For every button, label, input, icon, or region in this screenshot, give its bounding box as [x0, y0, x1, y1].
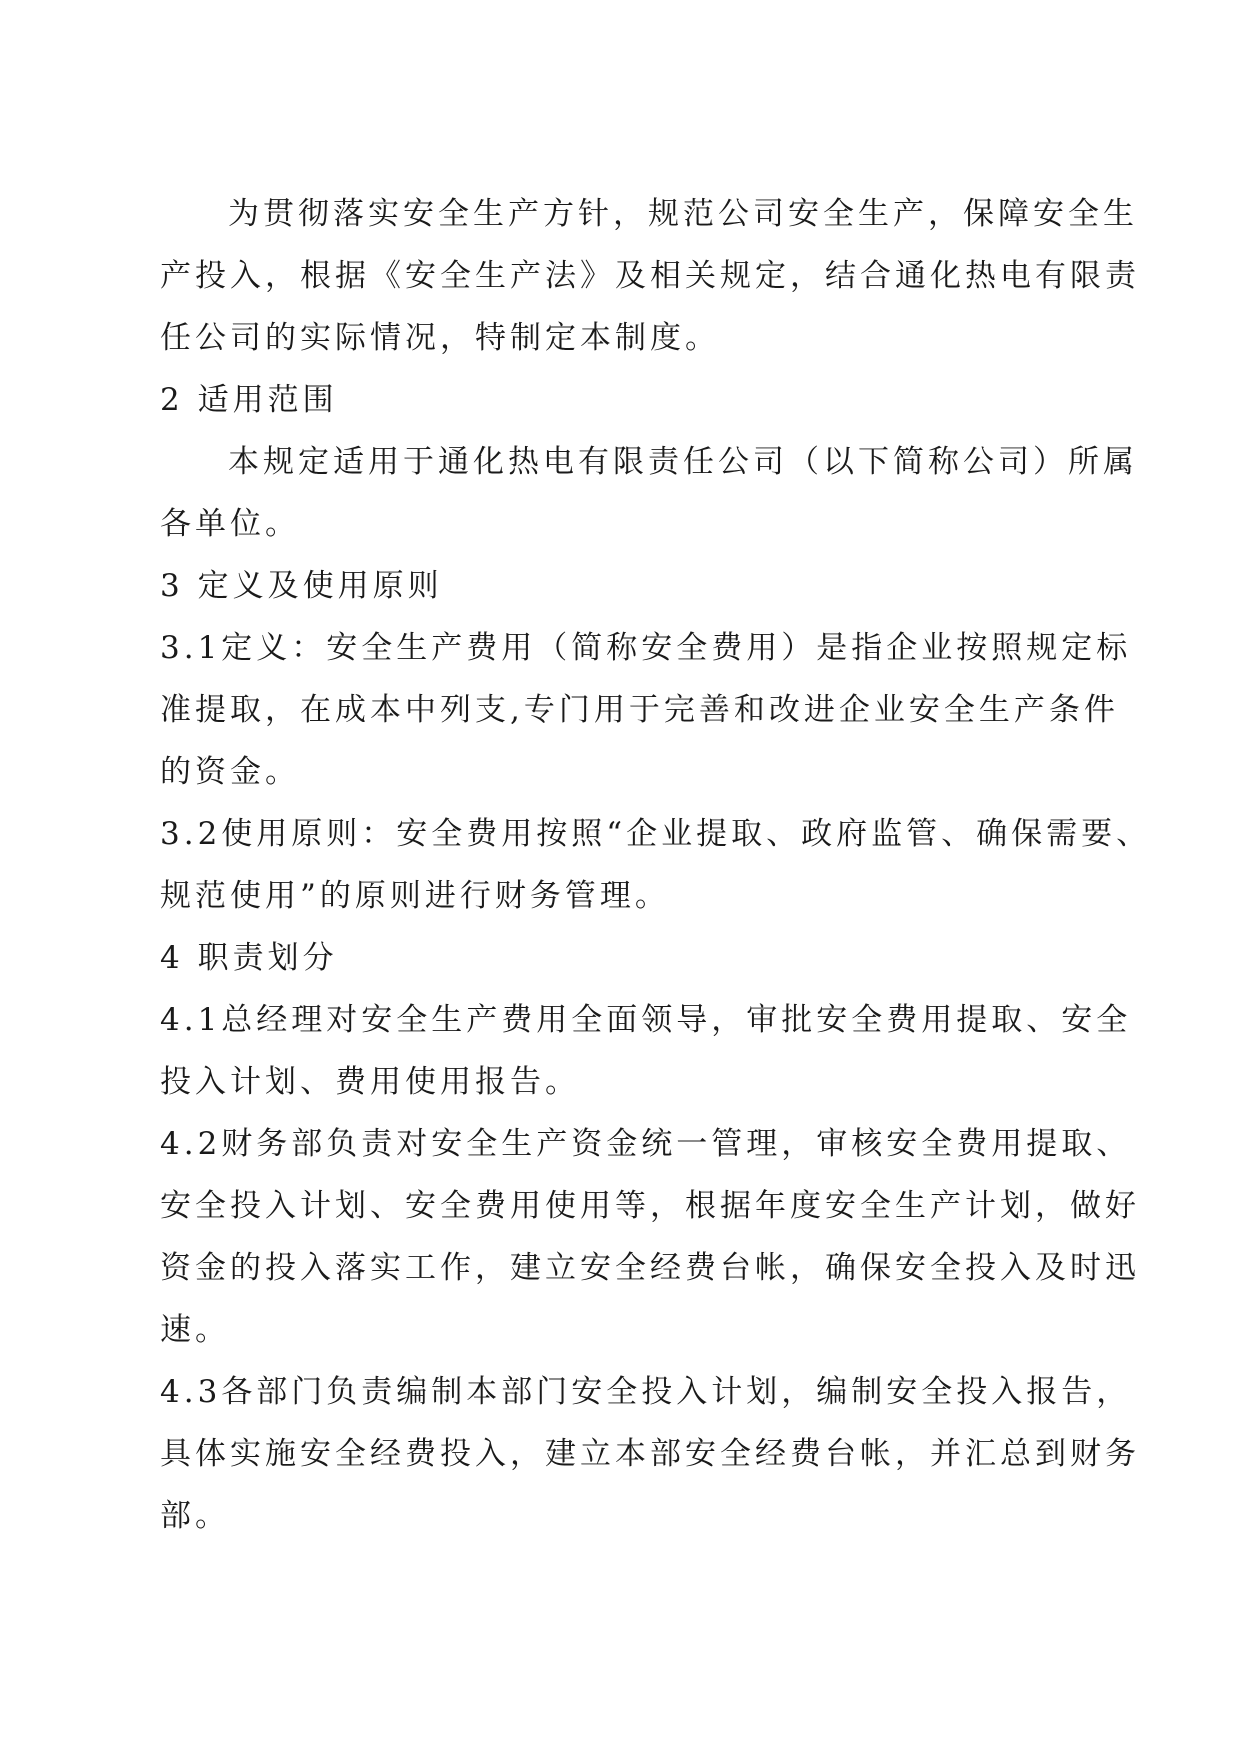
paragraph-line: 各单位。 — [160, 506, 300, 542]
paragraph-line: 产投入，根据《安全生产法》及相关规定，结合通化热电有限责 — [160, 258, 1140, 294]
paragraph-line: 具体实施安全经费投入，建立本部安全经费台帐，并汇总到财务 — [160, 1436, 1140, 1472]
paragraph-line: 安全投入计划、安全费用使用等，根据年度安全生产计划，做好 — [160, 1188, 1140, 1224]
paragraph-line: 4.2财务部负责对安全生产资金统一管理，审核安全费用提取、 — [160, 1126, 1132, 1162]
paragraph-line: 3.2使用原则：安全费用按照“企业提取、政府监管、确保需要、 — [160, 816, 1152, 852]
paragraph-line: 本规定适用于通化热电有限责任公司（以下简称公司）所属 — [228, 444, 1138, 480]
paragraph-line: 3.1定义：安全生产费用（简称安全费用）是指企业按照规定标 — [160, 630, 1132, 666]
paragraph-line: 资金的投入落实工作，建立安全经费台帐，确保安全投入及时迅 — [160, 1250, 1140, 1286]
section-heading-scope: 2 适用范围 — [160, 382, 338, 418]
paragraph-line: 4.1总经理对安全生产费用全面领导，审批安全费用提取、安全 — [160, 1002, 1132, 1038]
paragraph-line: 4.3各部门负责编制本部门安全投入计划，编制安全投入报告， — [160, 1374, 1132, 1410]
section-heading-responsibilities: 4 职责划分 — [160, 940, 338, 976]
paragraph-line: 规范使用”的原则进行财务管理。 — [160, 878, 670, 914]
paragraph-line: 部。 — [160, 1498, 230, 1534]
paragraph-line: 投入计划、费用使用报告。 — [160, 1064, 580, 1100]
paragraph-line: 准提取，在成本中列支,专门用于完善和改进企业安全生产条件 — [160, 692, 1119, 728]
paragraph-line: 为贯彻落实安全生产方针，规范公司安全生产，保障安全生 — [228, 196, 1138, 232]
paragraph-line: 的资金。 — [160, 754, 300, 790]
paragraph-line: 速。 — [160, 1312, 230, 1348]
section-heading-definition: 3 定义及使用原则 — [160, 568, 443, 604]
document-body — [160, 183, 1152, 1547]
paragraph-line: 任公司的实际情况，特制定本制度。 — [160, 320, 720, 356]
